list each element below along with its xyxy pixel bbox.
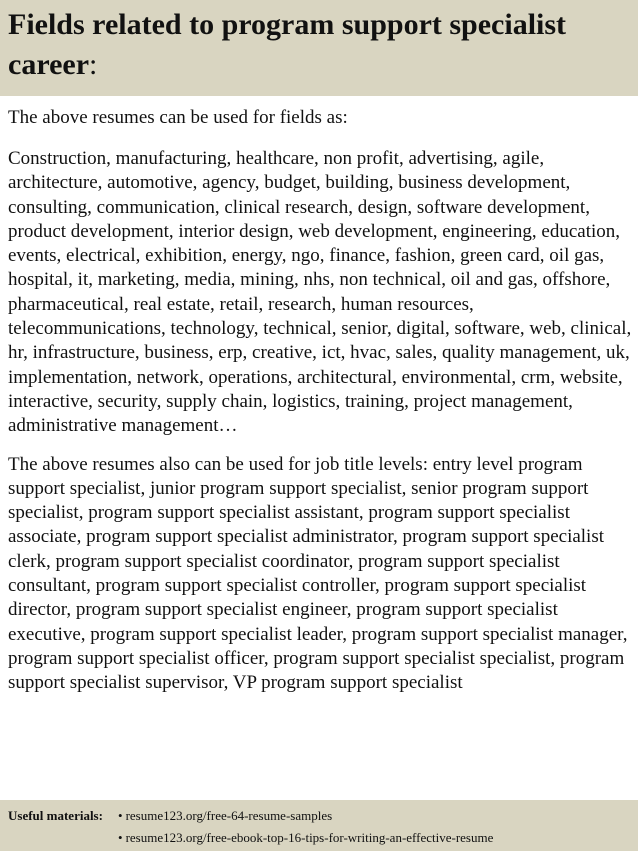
job-levels-text: The above resumes also can be used for job title levels: entry level program support specialist, junior program support specialist, senior program support specialist, program support specialist assistant, program support specialist associate, program support specialist administrator, program support specialist clerk, program support specialist coordinator, program support specialist consultant, program support specialist controller, program support specialist director, program support specialist engineer, program support specialist executive, program support specialist leader, program support specialist manager, program support specialist officer, program support specialist specialist, program support specialist supervisor, VP program support specialist <box>8 453 628 694</box>
bullet-icon: • <box>118 808 123 823</box>
page-title-colon: : <box>89 48 98 81</box>
footer-row-2 <box>8 827 630 849</box>
intro-text: The above resumes can be used for fields as: <box>8 107 348 128</box>
page-title <box>8 5 630 85</box>
main-content <box>8 104 632 798</box>
page-title-text: Fields related to program support specialist career <box>8 8 567 81</box>
useful-materials-footer <box>0 800 638 851</box>
useful-materials-label-text: Useful materials <box>8 808 99 823</box>
footer-row-1 <box>8 805 630 827</box>
fields-list: Construction, manufacturing, healthcare, non profit, advertising, agile, architecture, automotive, agency, budget, building, business development, consulting, communication, clinical research, design, software development, product development, interior design, web development, engineering, education, events, electrical, exhibition, energy, ngo, finance, fashion, green card, oil gas, hospital, it, marketing, media, mining, nhs, non technical, oil and gas, offshore, pharmaceutical, real estate, retail, research, human resources, telecommunications, technology, technical, senior, digital, software, web, clinical, hr, infrastructure, business, erp, creative, ict, hvac, sales, quality management, uk, implementation, network, operations, architectural, environmental, crm, website, interactive, security, supply chain, logistics, training, project management, administrative management… <box>8 148 632 437</box>
useful-materials-label-colon: : <box>98 808 103 823</box>
title-band <box>0 0 638 96</box>
resume-samples-link[interactable]: resume123.org/free-64-resume-samples <box>125 808 333 823</box>
ebook-tips-link[interactable]: resume123.org/free-ebook-top-16-tips-for-writing-an-effective-resume <box>125 830 494 845</box>
bullet-icon: • <box>118 830 123 845</box>
useful-materials-label <box>8 805 118 827</box>
